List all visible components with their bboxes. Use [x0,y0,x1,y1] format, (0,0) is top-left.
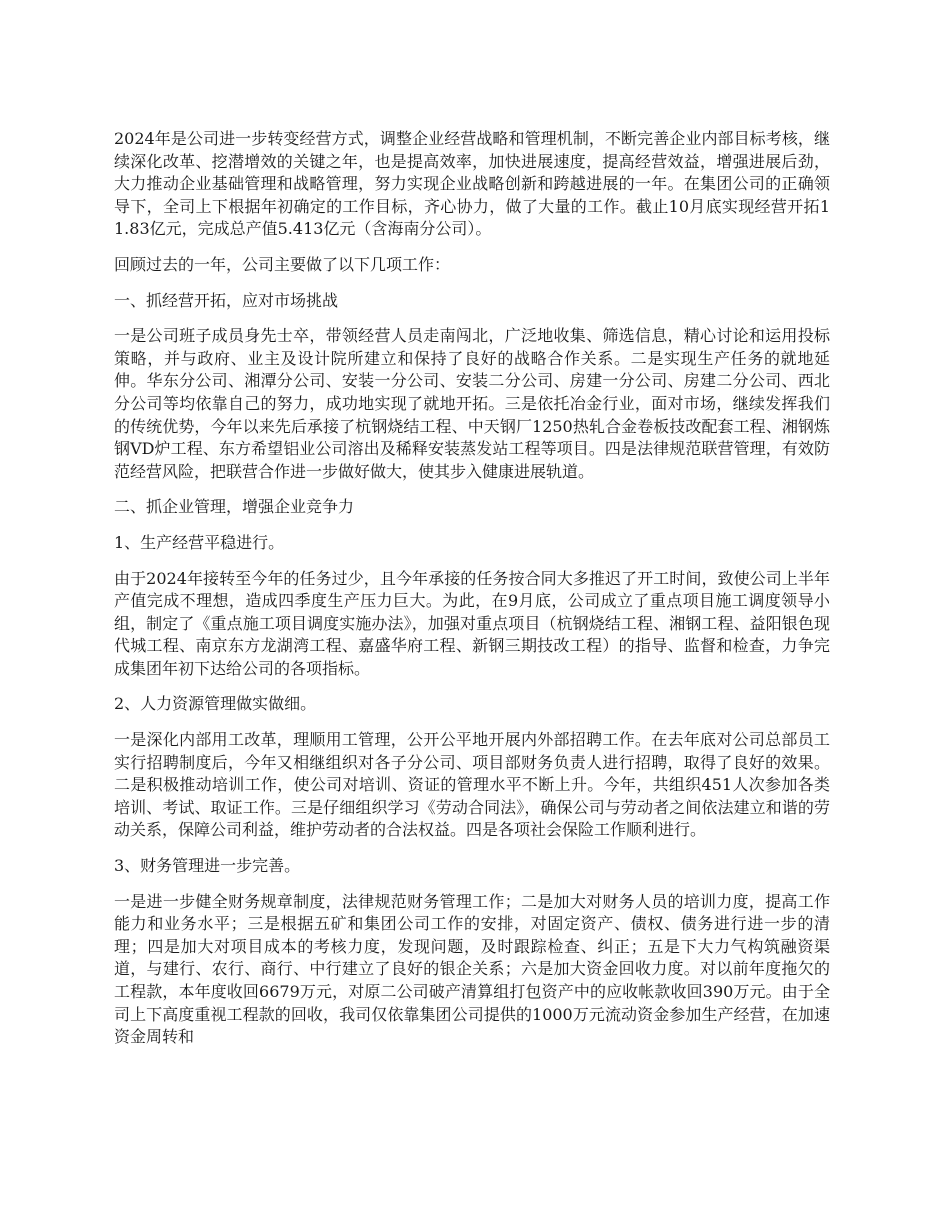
section-heading-2: 二、抓企业管理，增强企业竞争力 [114,497,355,517]
body-paragraph: 由于2024年接转至今年的任务过少，且今年承接的任务按合同大多推迟了开工时间，致使公司上半年产值完成不理想，造成四季度生产压力巨大。为此，在9月底，公司成立了重点项目施工调度领导小组，制定了《重点施工项目调度实施办法》，加强对重点项目（杭钢烧结工程、湘钢工程、益阳银色现代城工程、南京东方龙湖湾工程、嘉盛华府工程、新钢三期技改工程）的指导、监督和检查，力争完成集团年初下达给公司的各项指标。 [114,568,830,678]
section-heading-1: 一、抓经营开拓，应对市场挑战 [114,290,339,310]
subheading-1: 1、生产经营平稳进行。 [114,532,285,552]
subheading-2: 2、人力资源管理做实做细。 [114,694,317,714]
body-paragraph: 一是深化内部用工改革，理顺用工管理，公开公平地开展内外部招聘工作。在去年底对公司总部员工实行招聘制度后，今年又相继组织对各子分公司、项目部财务负责人进行招聘，取得了良好的效果。二是积极推动培训工作，使公司对培训、资证的管理水平不断上升。今年，共组织451人次参加各类培训、考试、取证工作。三是仔细组织学习《劳动合同法》，确保公司与劳动者之间依法建立和谐的劳动关系，保障公司利益，维护劳动者的合法权益。四是各项社会保险工作顺利进行。 [114,730,830,840]
review-intro: 回顾过去的一年，公司主要做了以下几项工作： [114,254,451,274]
intro-paragraph: 2024年是公司进一步转变经营方式，调整企业经营战略和管理机制，不断完善企业内部目标考核，继续深化改革、挖潜增效的关键之年，也是提高效率，加快进展速度，提高经营效益，增强进展后劲，大力推动企业基础管理和战略管理，努力实现企业战略创新和跨越进展的一年。在集团公司的正确领导下，全司上下根据年初确定的工作目标，齐心协力，做了大量的工作。截止10月底实现经营开拓11.83亿元，完成总产值5.413亿元（含海南分公司）。 [114,129,830,239]
body-paragraph: 一是进一步健全财务规章制度，法律规范财务管理工作；二是加大对财务人员的培训力度，提高工作能力和业务水平；三是根据五矿和集团公司工作的安排，对固定资产、债权、债务进行进一步的清理；四是加大对项目成本的考核力度，发现问题，及时跟踪检查、纠正；五是下大力气构筑融资渠道，与建行、农行、商行、中行建立了良好的银企关系；六是加大资金回收力度。对以前年度拖欠的工程款，本年度收回6679万元，对原二公司破产清算组打包资产中的应收帐款收回390万元。由于全司上下高度重视工程款的回收，我司仅依靠集团公司提供的1000万元流动资金参加生产经营，在加速资金周转和 [114,891,830,1047]
subheading-3: 3、财务管理进一步完善。 [114,856,301,876]
document-body [114,128,830,1062]
body-paragraph: 一是公司班子成员身先士卒，带领经营人员走南闯北，广泛地收集、筛选信息，精心讨论和运用投标策略，并与政府、业主及设计院所建立和保持了良好的战略合作关系。二是实现生产任务的就地延伸。华东分公司、湘潭分公司、安装一分公司、安装二分公司、房建一分公司、房建二分公司、西北分公司等均依靠自己的努力，成功地实现了就地开拓。三是依托冶金行业，面对市场，继续发挥我们的传统优势，今年以来先后承接了杭钢烧结工程、中天钢厂1250热轧合金卷板技改配套工程、湘钢炼钢VD炉工程、东方希望铝业公司溶出及稀释安装蒸发站工程等项目。四是法律规范联营管理，有效防范经营风险，把联营合作进一步做好做大，使其步入健康进展轨道。 [114,326,830,481]
